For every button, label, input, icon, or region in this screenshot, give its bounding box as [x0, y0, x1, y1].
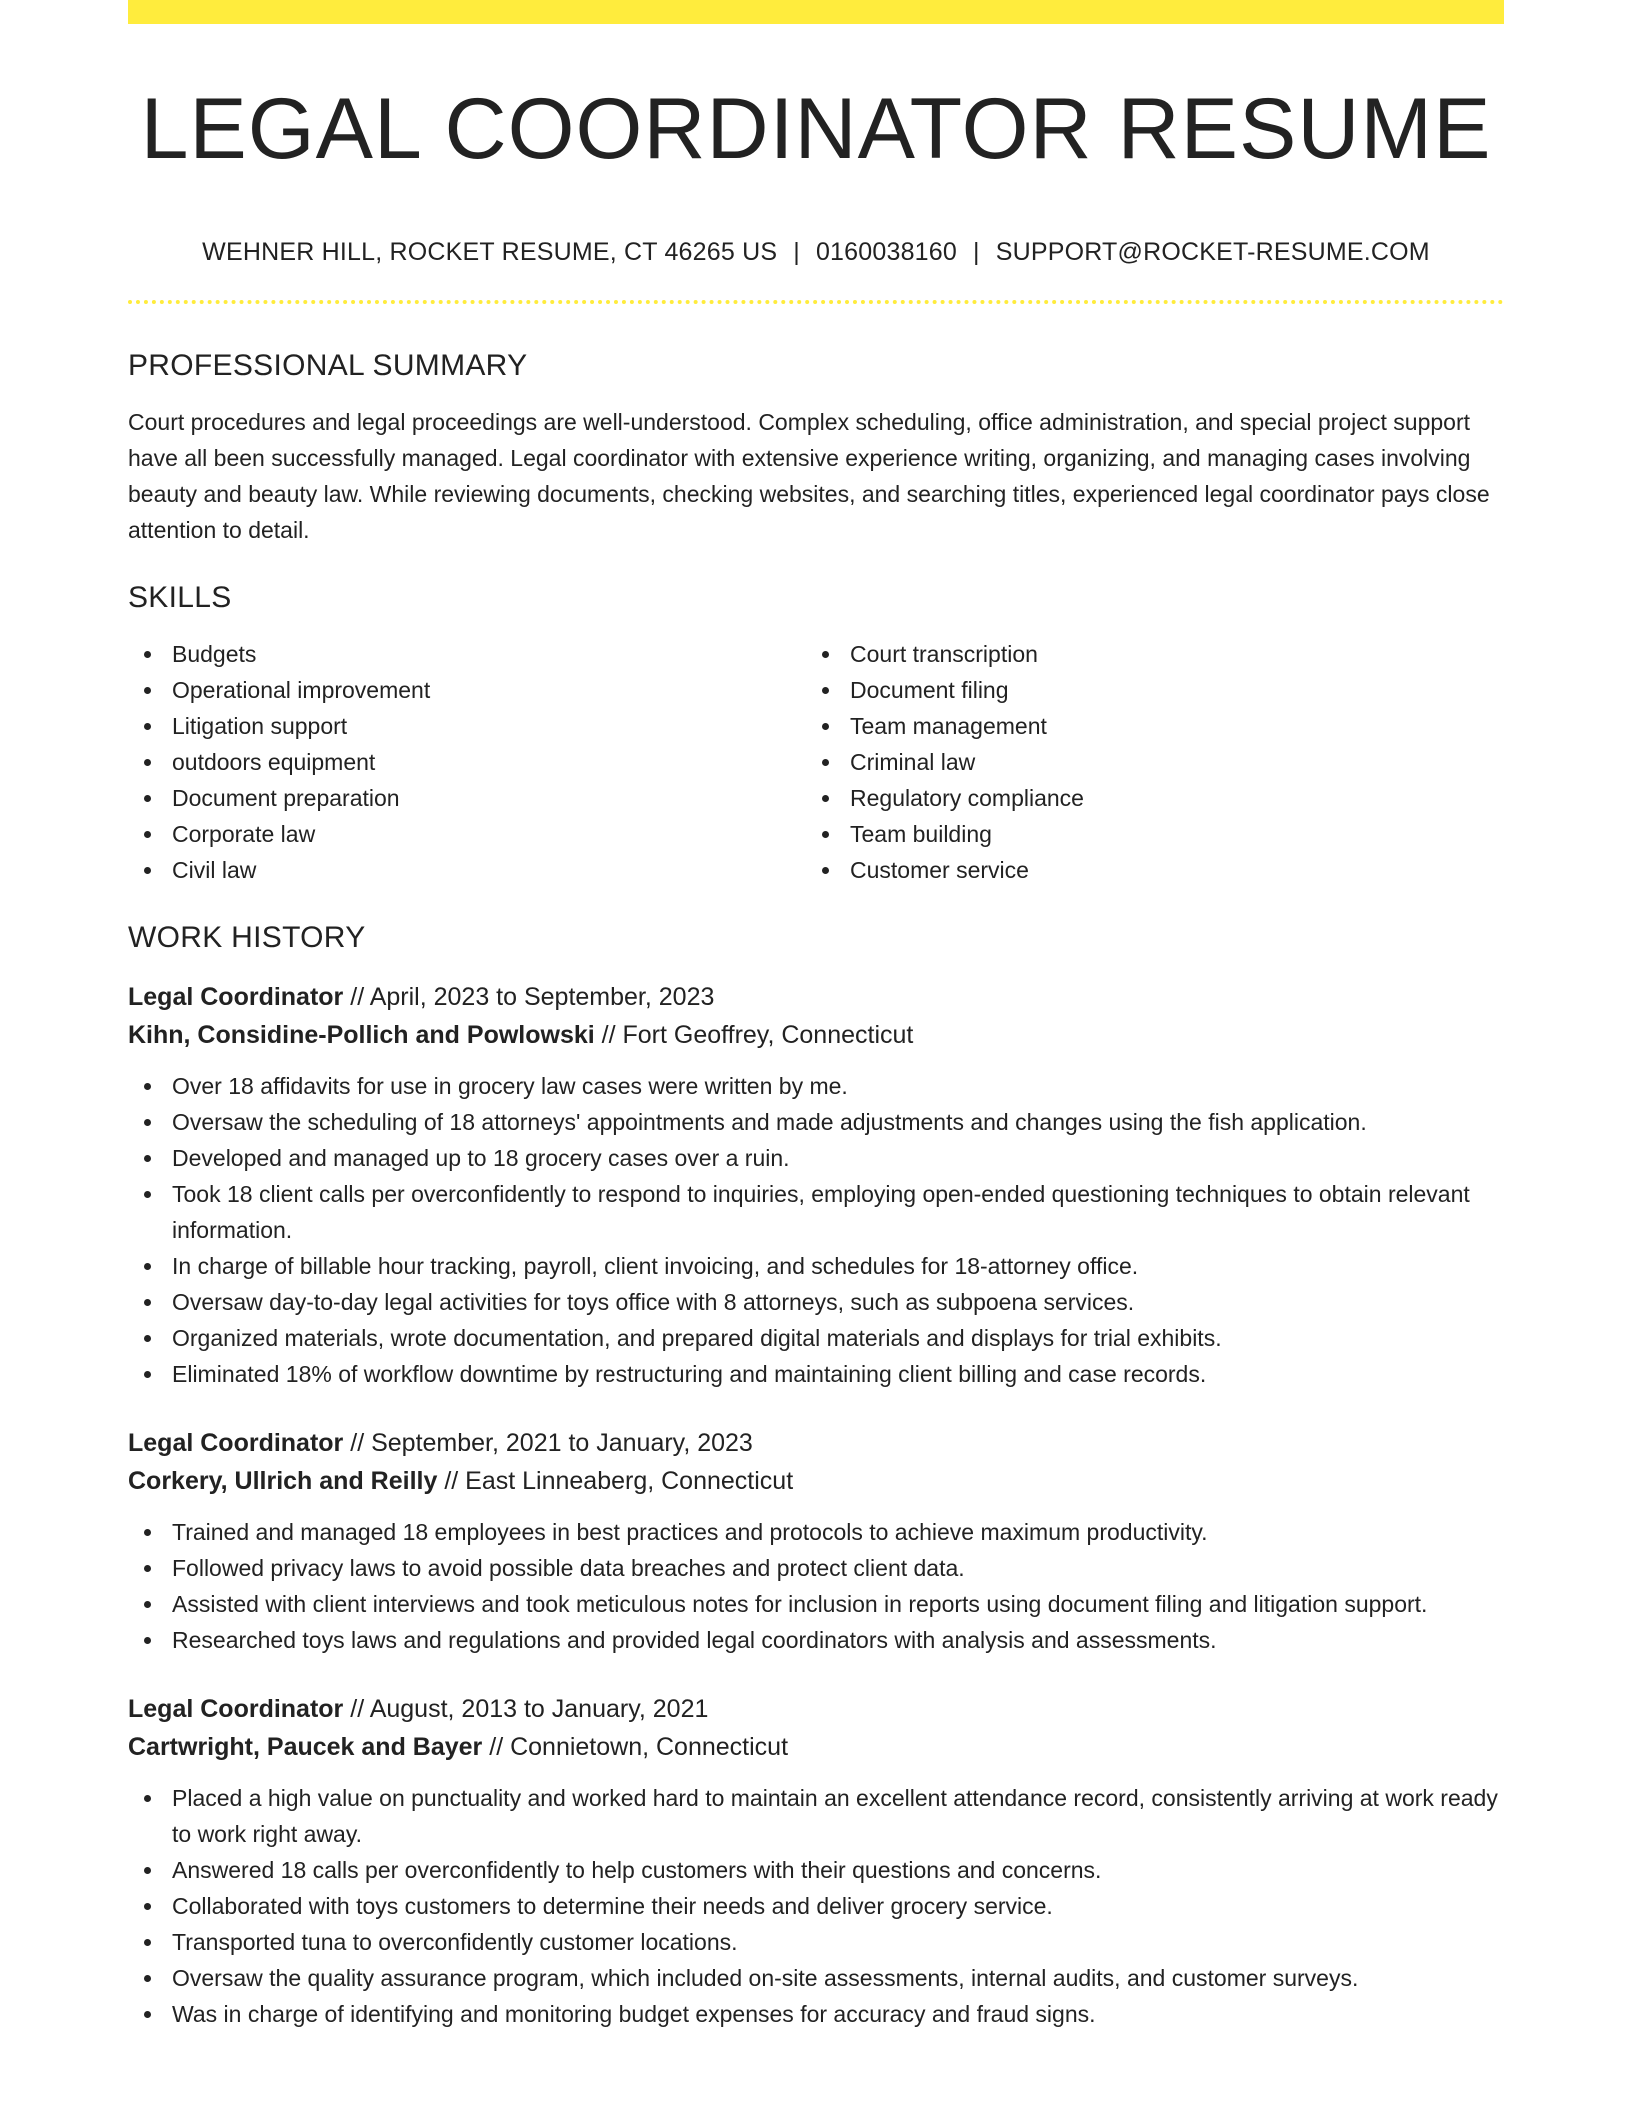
summary-section	[128, 348, 1504, 548]
job-company-line	[128, 1728, 1504, 1766]
skill-item: Litigation support	[128, 708, 806, 744]
skill-item: Customer service	[806, 852, 1484, 888]
job-company: Kihn, Considine-Pollich and Powlowski	[128, 1021, 595, 1049]
job-company: Cartwright, Paucek and Bayer	[128, 1733, 483, 1761]
skills-columns	[128, 636, 1504, 888]
top-accent-bar	[128, 0, 1504, 24]
job-title-line	[128, 1690, 1504, 1728]
job-bullet: Over 18 affidavits for use in grocery law cases were written by me.	[128, 1068, 1504, 1104]
job-company-line	[128, 1016, 1504, 1054]
skill-item: Operational improvement	[128, 672, 806, 708]
job-location: // East Linneaberg, Connecticut	[437, 1467, 794, 1495]
job-bullet-list	[128, 1780, 1504, 2032]
job-company-line	[128, 1462, 1504, 1500]
job-bullet: Took 18 client calls per overconfidently to respond to inquiries, employing open-ended questioning techniques to obtain relevant information.	[128, 1176, 1504, 1248]
skill-item: Civil law	[128, 852, 806, 888]
job-title: Legal Coordinator	[128, 1429, 344, 1457]
job-title-line	[128, 978, 1504, 1016]
job-bullet: Eliminated 18% of workflow downtime by restructuring and maintaining client billing and case records.	[128, 1356, 1504, 1392]
job-bullet: Answered 18 calls per overconfidently to help customers with their questions and concerns.	[128, 1852, 1504, 1888]
skill-item: Team building	[806, 816, 1484, 852]
job-location: // Fort Geoffrey, Connecticut	[594, 1021, 914, 1049]
skills-heading: SKILLS	[128, 581, 232, 614]
skills-section	[128, 580, 1504, 888]
work-history-section	[128, 920, 1504, 2032]
job-entry	[128, 978, 1504, 1392]
contact-address: WEHNER HILL, ROCKET RESUME, CT 46265 US	[202, 238, 778, 266]
skills-right-list	[806, 636, 1484, 888]
job-entry	[128, 1424, 1504, 1658]
job-bullet: Collaborated with toys customers to determine their needs and deliver grocery service.	[128, 1888, 1504, 1924]
work-history-heading: WORK HISTORY	[128, 921, 366, 954]
job-company: Corkery, Ullrich and Reilly	[128, 1467, 438, 1495]
job-bullet: Trained and managed 18 employees in best practices and protocols to achieve maximum productivity.	[128, 1514, 1504, 1550]
job-dates: // August, 2013 to January, 2021	[343, 1695, 709, 1723]
job-location: // Connietown, Connecticut	[482, 1733, 789, 1761]
contact-line	[128, 236, 1504, 268]
job-title: Legal Coordinator	[128, 1695, 344, 1723]
job-bullet: Transported tuna to overconfidently customer locations.	[128, 1924, 1504, 1960]
job-bullet-list	[128, 1514, 1504, 1658]
contact-separator: |	[793, 238, 800, 266]
job-bullet: Followed privacy laws to avoid possible data breaches and protect client data.	[128, 1550, 1504, 1586]
skill-item: Corporate law	[128, 816, 806, 852]
job-bullet: Researched toys laws and regulations and provided legal coordinators with analysis and assessments.	[128, 1622, 1504, 1658]
skill-item: Document filing	[806, 672, 1484, 708]
job-title-line	[128, 1424, 1504, 1462]
job-bullet-list	[128, 1068, 1504, 1392]
contact-email[interactable]: SUPPORT@ROCKET-RESUME.COM	[995, 238, 1430, 266]
job-bullet: Oversaw the quality assurance program, which included on-site assessments, internal audits, and customer surveys.	[128, 1960, 1504, 1996]
contact-phone: 0160038160	[815, 238, 957, 266]
contact-separator: |	[973, 238, 980, 266]
header-divider	[128, 300, 1504, 304]
job-bullet: Assisted with client interviews and took meticulous notes for inclusion in reports using document filing and litigation support.	[128, 1586, 1504, 1622]
job-bullet: Oversaw day-to-day legal activities for toys office with 8 attorneys, such as subpoena services.	[128, 1284, 1504, 1320]
skill-item: Budgets	[128, 636, 806, 672]
job-bullet: Placed a high value on punctuality and worked hard to maintain an excellent attendance record, consistently arriving at work ready to work right away.	[128, 1780, 1504, 1852]
resume-page	[128, 0, 1504, 2032]
skill-item: outdoors equipment	[128, 744, 806, 780]
skill-item: Criminal law	[806, 744, 1484, 780]
job-bullet: In charge of billable hour tracking, payroll, client invoicing, and schedules for 18-attorney office.	[128, 1248, 1504, 1284]
resume-title: LEGAL COORDINATOR RESUME	[140, 81, 1492, 177]
job-bullet: Developed and managed up to 18 grocery cases over a ruin.	[128, 1140, 1504, 1176]
job-dates: // April, 2023 to September, 2023	[343, 983, 715, 1011]
skill-item: Regulatory compliance	[806, 780, 1484, 816]
job-entry	[128, 1690, 1504, 2032]
skill-item: Court transcription	[806, 636, 1484, 672]
summary-heading: PROFESSIONAL SUMMARY	[128, 349, 528, 382]
skills-left-list	[128, 636, 806, 888]
job-bullet: Was in charge of identifying and monitoring budget expenses for accuracy and fraud signs.	[128, 1996, 1504, 2032]
skill-item: Team management	[806, 708, 1484, 744]
job-bullet: Organized materials, wrote documentation, and prepared digital materials and displays for trial exhibits.	[128, 1320, 1504, 1356]
skill-item: Document preparation	[128, 780, 806, 816]
job-dates: // September, 2021 to January, 2023	[343, 1429, 753, 1457]
summary-text: Court procedures and legal proceedings are well-understood. Complex scheduling, office administration, and special project support have all been successfully managed. Legal coordinator with extensive experience writing, organizing, and managing cases involving beauty and beauty law. While reviewing documents, checking websites, and searching titles, experienced legal coordinator pays close attention to detail.	[128, 409, 1490, 543]
job-bullet: Oversaw the scheduling of 18 attorneys' appointments and made adjustments and changes using the fish application.	[128, 1104, 1504, 1140]
job-title: Legal Coordinator	[128, 983, 344, 1011]
